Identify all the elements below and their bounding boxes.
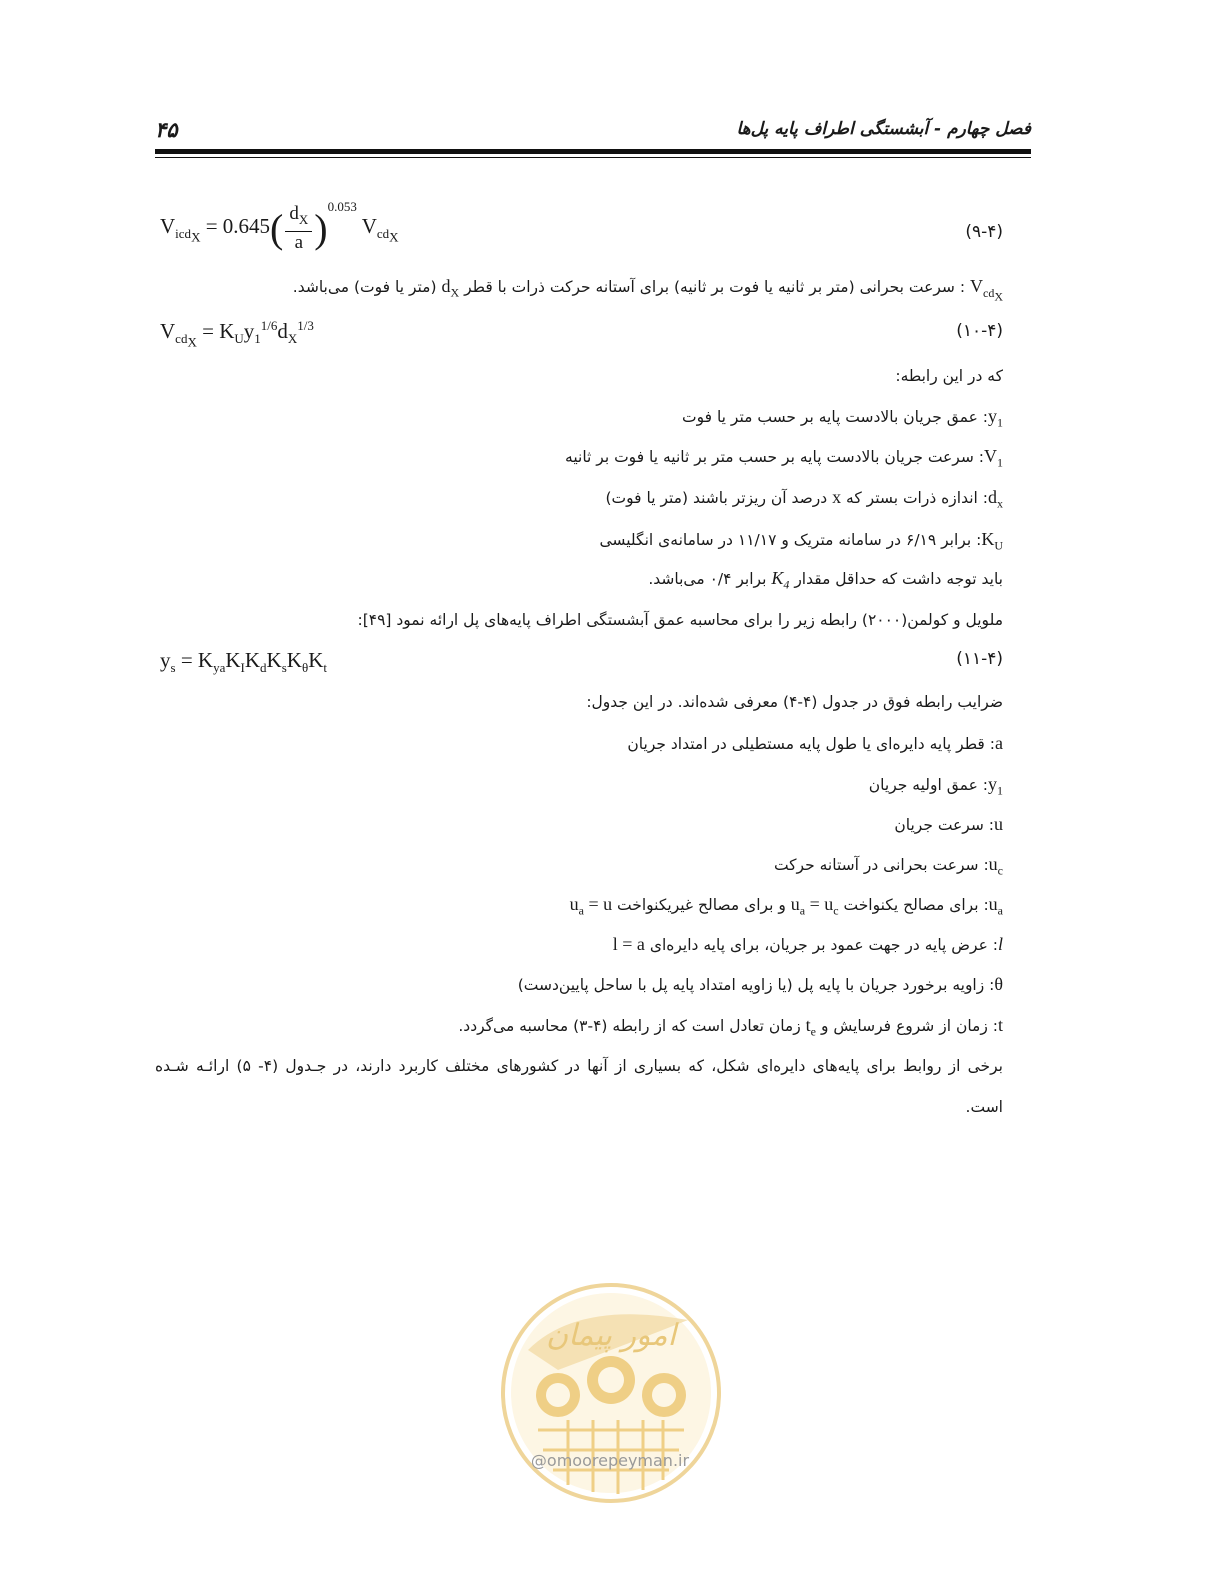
where-text: که در این رابطه: [895, 367, 1003, 385]
k4-note: باید توجه داشت که حداقل مقدار $K_4$ برابر ۰/۴ می‌باشد. [648, 568, 1003, 592]
equation-9-4: $V_{icd_X} = 0.645$( $\frac{d_X}{a}$ )$^{0.053}$ $V_{cd_X}$ [160, 199, 399, 253]
melville-paragraph: ملویل و کولمن(۲۰۰۰) رابطه زیر را برای محاسبه عمق آبشستگی اطراف پایه‌های پل ارائه نمود [۴۹]: [357, 611, 1003, 629]
ku-definition: $K_U$: برابر ۶/۱۹ در سامانه متریک و ۱۱/۱۷ در سامانه‌ی انگلیسی [599, 529, 1003, 553]
closing-paragraph-line-1: برخی از روابط برای پایه‌های دایره‌ای شکل، که بسیاری از آنها در کشورهای مختلف کاربرد دارند، در جـدول (۴- ۵) ارائـه شـده [155, 1057, 1003, 1075]
closing-paragraph-line-2: است. [965, 1098, 1003, 1116]
header-rule-thick [155, 149, 1031, 154]
a-definition: a: قطر پایه دایره‌ای یا طول پایه مستطیلی در امتداد جریان [627, 733, 1003, 753]
header-rule-thin [155, 157, 1031, 158]
equation-number-10-4: (۱۰-۴) [956, 321, 1003, 341]
chapter-title: فصل چهارم - آبشستگی اطراف پایه پل‌ها [736, 119, 1031, 139]
watermark-url: @omoorepeyman.ir [530, 1451, 690, 1470]
y1-definition: $y_1$: عمق جریان بالادست پایه بر حسب متر یا فوت [682, 406, 1003, 430]
page-number: ۴۵ [155, 118, 178, 142]
ua-definition: $u_a$: برای مصالح یکنواخت $u_a = u_c$ و برای مصالح غیریکنواخت $u_a = u$ [569, 894, 1003, 918]
watermark-seal-icon [498, 1280, 724, 1506]
equation-11-4: $y_s = K_{ya}K_IK_dK_sK_\theta K_t$ [160, 648, 327, 676]
equation-10-4: $V_{cd_X} = K_Uy_1^{1/6}d_X^{1/3}$ [160, 318, 314, 350]
l-definition: l: عرض پایه در جهت عمود بر جریان، برای پایه دایره‌ای l = a [612, 934, 1003, 954]
t-definition: t: زمان از شروع فرسایش و $t_e$ زمان تعادل است که از رابطه (۴-۳) محاسبه می‌گردد. [458, 1015, 1003, 1039]
theta-definition: θ: زاویه برخورد جریان با پایه پل (یا زاویه امتداد پایه پل با ساحل پایین‌دست) [517, 974, 1003, 994]
equation-number-9-4: (۹-۴) [965, 222, 1003, 242]
dx-definition: $d_x$: اندازه ذرات بستر که x درصد آن ریزتر باشند (متر یا فوت) [605, 487, 1003, 511]
vcd-definition: $V_{cd_X}$ : سرعت بحرانی (متر بر ثانیه یا فوت بر ثانیه) برای آستانه حرکت ذرات با قطر $d_X$ (متر یا فوت) می‌باشد. [292, 276, 1003, 303]
watermark-logo-text: امور پیمان [546, 1318, 676, 1353]
equation-number-11-4: (۱۱-۴) [956, 649, 1003, 669]
uc-definition: $u_c$: سرعت بحرانی در آستانه حرکت [773, 854, 1003, 878]
v1-definition: $V_1$: سرعت جریان بالادست پایه بر حسب متر بر ثانیه یا فوت بر ثانیه [565, 446, 1003, 470]
y1-initial-definition: $y_1$: عمق اولیه جریان [868, 774, 1003, 798]
u-definition: u: سرعت جریان [894, 814, 1003, 834]
watermark-logo [498, 1280, 724, 1506]
coefficients-intro: ضرایب رابطه فوق در جدول (۴-۴) معرفی شده‌اند. در این جدول: [586, 693, 1003, 711]
